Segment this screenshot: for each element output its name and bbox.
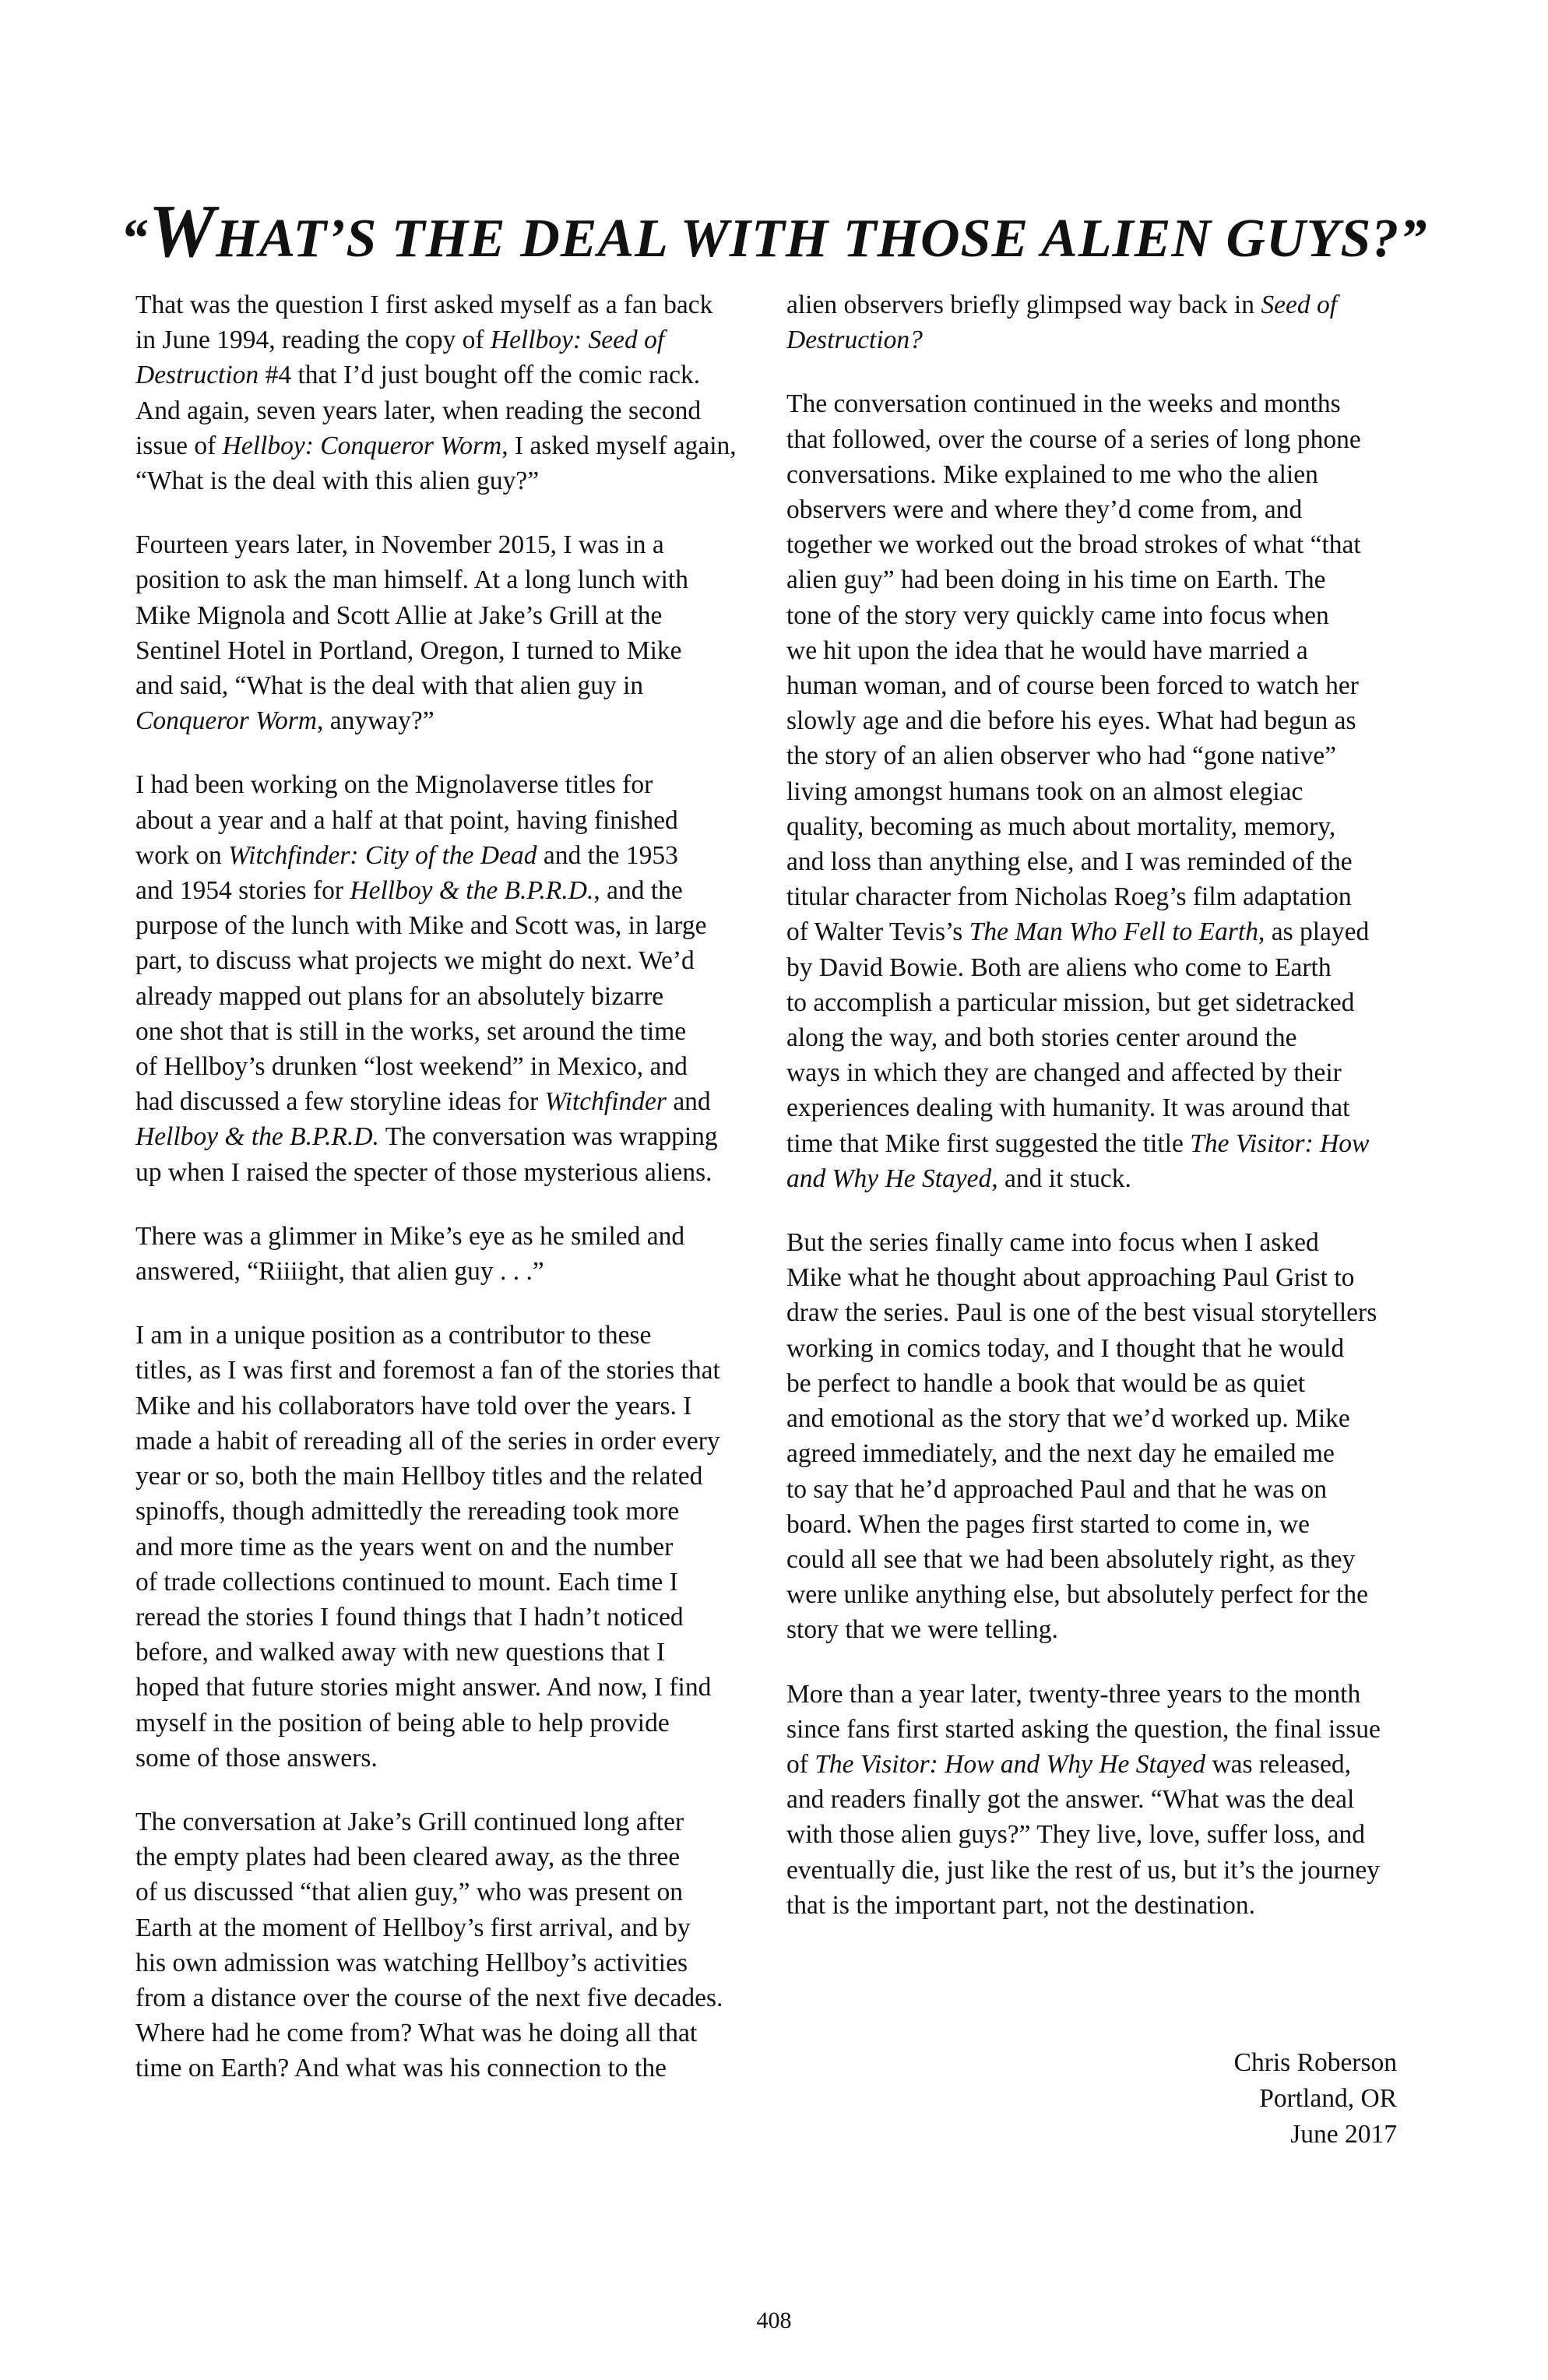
- paragraph: [135, 1804, 805, 2086]
- text-line: [786, 1331, 1456, 1366]
- text-run: be perfect to handle a book that would be as quiet: [786, 1368, 1306, 1398]
- text-run: Fourteen years later, in November 2015, I was in a: [135, 530, 664, 560]
- text-line: [786, 1817, 1456, 1852]
- text-line: [786, 1401, 1456, 1436]
- paragraph: [786, 287, 1456, 357]
- text-line: [786, 598, 1456, 633]
- italic-title-text: and Why He Stayed: [786, 1164, 992, 1193]
- signature-author: Chris Roberson: [1233, 2048, 1397, 2077]
- italic-title-text: The Visitor: How: [1190, 1128, 1370, 1158]
- italic-title-text: Witchfinder: [544, 1087, 667, 1117]
- text-run: alien observers briefly glimpsed way back in: [786, 290, 1261, 319]
- text-line: [135, 2051, 805, 2086]
- text-line: [135, 1840, 805, 1875]
- text-line: [786, 950, 1456, 985]
- text-line: [135, 838, 805, 873]
- paragraph: [786, 1677, 1456, 1923]
- text-line: [135, 1635, 805, 1670]
- text-line: [786, 287, 1456, 322]
- text-line: [135, 428, 805, 463]
- text-run: working in comics today, and I thought that he would: [786, 1333, 1345, 1363]
- text-line: [135, 393, 805, 428]
- text-line: [786, 1055, 1456, 1090]
- text-line: [135, 1219, 805, 1254]
- text-run: More than a year later, twenty-three years to the month: [786, 1679, 1361, 1709]
- text-run: already mapped out plans for an absolutely bizarre: [135, 981, 664, 1011]
- text-line: [135, 1741, 805, 1776]
- text-line: [135, 1804, 805, 1840]
- text-run: that is the important part, not the destination.: [786, 1890, 1255, 1920]
- italic-title-text: The Man Who Fell to Earth: [969, 917, 1258, 947]
- text-run: since fans first started asking the question, the final issue: [786, 1714, 1381, 1744]
- text-line: [786, 633, 1456, 668]
- text-run: human woman, and of course been forced to watch her: [786, 671, 1359, 701]
- text-run: But the series finally came into focus when I asked: [786, 1228, 1319, 1258]
- text-line: [135, 767, 805, 802]
- text-line: [135, 908, 805, 943]
- title-open-quote: “: [120, 208, 149, 269]
- italic-title-text: Conqueror Worm: [135, 706, 317, 736]
- text-run: with those alien guys?” They live, love, suffer loss, and: [786, 1820, 1366, 1850]
- text-line: [786, 457, 1456, 492]
- text-line: [135, 598, 805, 633]
- text-run: work on: [135, 840, 229, 870]
- text-line: [786, 1542, 1456, 1577]
- text-line: [135, 979, 805, 1014]
- text-run: position to ask the man himself. At a long lunch with: [135, 565, 688, 595]
- italic-title-text: Hellboy: Seed of: [490, 326, 665, 355]
- text-line: [786, 1577, 1456, 1612]
- text-run: agreed immediately, and the next day he emailed me: [786, 1439, 1335, 1469]
- text-run: answered, “Riiiight, that alien guy . . .”: [135, 1257, 544, 1287]
- text-run: #4 that I’d just bought off the comic rack.: [259, 361, 701, 390]
- signature-date: June 2017: [1290, 2120, 1397, 2149]
- left-column: [135, 287, 805, 2115]
- right-column: [786, 287, 1456, 1952]
- text-run: Where had he come from? What was he doing all that: [135, 2019, 698, 2048]
- text-run: Mike what he thought about approaching Paul Grist to: [786, 1263, 1355, 1293]
- paragraph: [135, 527, 805, 738]
- text-run: from a distance over the course of the next five decades.: [135, 1983, 723, 2012]
- text-line: [135, 1494, 805, 1529]
- text-run: observers were and where they’d come from, and: [786, 495, 1303, 525]
- text-line: [135, 1254, 805, 1289]
- text-run: titles, as I was first and foremost a fan of the stories that: [135, 1356, 720, 1385]
- text-run: together we worked out the broad strokes of what “that: [786, 530, 1361, 560]
- text-line: [135, 562, 805, 597]
- text-run: , and the: [593, 876, 683, 906]
- text-run: and said, “What is the deal with that alien guy in: [135, 671, 644, 701]
- italic-title-text: Destruction?: [786, 326, 923, 355]
- text-run: year or so, both the main Hellboy titles and the related: [135, 1462, 703, 1491]
- text-run: eventually die, just like the rest of us, but it’s the journey: [786, 1855, 1380, 1885]
- text-line: [786, 1225, 1456, 1260]
- signature-block: [1234, 2045, 1397, 2153]
- text-line: [135, 1706, 805, 1741]
- text-run: that followed, over the course of a series of long phone: [786, 424, 1361, 454]
- signature-location: Portland, OR: [1259, 2084, 1397, 2113]
- text-line: [786, 703, 1456, 738]
- text-run: of us discussed “that alien guy,” who was present on: [135, 1878, 684, 1907]
- text-run: experiences dealing with humanity. It was around that: [786, 1093, 1350, 1123]
- italic-title-text: Hellboy & the B.P.R.D.: [135, 1122, 379, 1152]
- text-run: , and it stuck.: [991, 1164, 1131, 1193]
- text-run: his own admission was watching Hellboy’s activities: [135, 1948, 688, 1977]
- text-line: [786, 879, 1456, 914]
- text-run: I am in a unique position as a contributor to these: [135, 1321, 652, 1350]
- title-text: HAT’S THE DEAL WITH THOSE ALIEN GUYS?: [216, 208, 1400, 269]
- text-line: [786, 1507, 1456, 1542]
- text-line: [786, 914, 1456, 949]
- text-run: the empty plates had been cleared away, as the three: [135, 1843, 681, 1872]
- text-line: [786, 1712, 1456, 1747]
- text-run: spinoffs, though admittedly the rereading took more: [135, 1497, 680, 1526]
- title-close-quote: ”: [1399, 208, 1428, 269]
- text-run: and emotional as the story that we’d worked up. Mike: [786, 1404, 1350, 1434]
- text-run: we hit upon the idea that he would have married a: [786, 635, 1308, 665]
- text-line: [135, 1875, 805, 1910]
- text-line: [135, 2016, 805, 2051]
- text-run: draw the series. Paul is one of the best visual storytellers: [786, 1298, 1377, 1328]
- text-run: That was the question I first asked myself as a fan back: [135, 290, 713, 319]
- text-line: [786, 774, 1456, 809]
- text-run: reread the stories I found things that I hadn’t noticed: [135, 1602, 684, 1632]
- title-initial-letter: W: [148, 188, 216, 273]
- text-run: to accomplish a particular mission, but get sidetracked: [786, 988, 1355, 1017]
- text-line: [786, 1612, 1456, 1647]
- text-run: along the way, and both stories center around the: [786, 1023, 1297, 1053]
- text-run: myself in the position of being able to help provide: [135, 1708, 670, 1737]
- text-line: [135, 1014, 805, 1049]
- text-run: had discussed a few storyline ideas for: [135, 1087, 545, 1117]
- text-run: ways in which they are changed and affected by their: [786, 1058, 1342, 1088]
- text-line: [135, 1945, 805, 1980]
- text-run: quality, becoming as much about mortality, memory,: [786, 812, 1336, 841]
- text-line: [135, 463, 805, 498]
- text-line: [135, 1600, 805, 1635]
- text-line: [135, 1424, 805, 1459]
- text-line: [135, 1459, 805, 1494]
- text-line: [786, 809, 1456, 844]
- text-run: And again, seven years later, when reading the second: [135, 396, 702, 425]
- text-run: I had been working on the Mignolaverse titles for: [135, 770, 653, 800]
- text-line: [786, 1853, 1456, 1888]
- text-run: conversations. Mike explained to me who the alien: [786, 459, 1318, 489]
- text-run: of: [786, 1749, 815, 1779]
- text-line: [786, 1677, 1456, 1712]
- text-run: and 1954 stories for: [135, 876, 350, 906]
- text-run: before, and walked away with new questions that I: [135, 1638, 666, 1667]
- text-line: [786, 386, 1456, 421]
- text-run: The conversation continued in the weeks and months: [786, 389, 1341, 419]
- text-line: [786, 1888, 1456, 1923]
- text-line: [135, 1910, 805, 1945]
- text-line: [135, 1670, 805, 1705]
- text-run: made a habit of rereading all of the series in order every: [135, 1426, 720, 1456]
- text-line: [786, 985, 1456, 1020]
- text-line: [786, 527, 1456, 562]
- text-line: [135, 1353, 805, 1388]
- text-line: [135, 1084, 805, 1119]
- text-run: board. When the pages first started to come in, we: [786, 1509, 1310, 1539]
- text-run: and the 1953: [537, 840, 678, 870]
- text-line: [786, 1782, 1456, 1817]
- text-run: the story of an alien observer who had “gone native”: [786, 741, 1337, 771]
- text-line: [786, 844, 1456, 879]
- text-line: [786, 422, 1456, 457]
- text-line: [135, 943, 805, 978]
- text-line: [135, 803, 805, 838]
- text-run: The conversation was wrapping: [378, 1122, 718, 1152]
- text-line: [786, 1436, 1456, 1471]
- text-line: [786, 738, 1456, 773]
- text-run: in June 1994, reading the copy of: [135, 326, 491, 355]
- text-run: and more time as the years went on and the number: [135, 1532, 674, 1561]
- italic-title-text: Hellboy: Conqueror Worm: [222, 431, 502, 460]
- text-line: [135, 668, 805, 703]
- text-run: tone of the story very quickly came into focus when: [786, 600, 1329, 630]
- paragraph: [135, 767, 805, 1189]
- text-run: part, to discuss what projects we might do next. We’d: [135, 946, 695, 976]
- text-run: and readers finally got the answer. “What was the deal: [786, 1785, 1355, 1815]
- page-number: 408: [756, 2308, 792, 2333]
- italic-title-text: Witchfinder: City of the Dead: [228, 840, 537, 870]
- text-line: [786, 668, 1456, 703]
- text-line: [135, 357, 805, 393]
- italic-title-text: Destruction: [135, 361, 259, 390]
- text-run: time that Mike first suggested the title: [786, 1128, 1191, 1158]
- text-run: , as played: [1258, 917, 1370, 947]
- text-run: , anyway?”: [316, 706, 434, 736]
- text-run: issue of: [135, 431, 223, 460]
- text-line: [135, 1389, 805, 1424]
- text-run: slowly age and die before his eyes. What had begun as: [786, 706, 1356, 736]
- text-line: [135, 527, 805, 562]
- text-line: [135, 322, 805, 357]
- text-run: was released,: [1205, 1749, 1352, 1779]
- text-line: [786, 1366, 1456, 1401]
- text-run: and loss than anything else, and I was reminded of the: [786, 847, 1353, 877]
- text-line: [135, 1119, 805, 1154]
- text-line: [135, 873, 805, 908]
- text-run: and: [666, 1087, 711, 1117]
- text-line: [135, 633, 805, 668]
- text-line: [786, 492, 1456, 527]
- text-line: [786, 1260, 1456, 1295]
- paragraph: [135, 1219, 805, 1289]
- text-run: were unlike anything else, but absolutely perfect for the: [786, 1580, 1368, 1610]
- text-line: [135, 287, 805, 322]
- text-run: , I asked myself again,: [501, 431, 737, 460]
- text-line: [786, 1126, 1456, 1161]
- text-line: [135, 1318, 805, 1353]
- text-run: Sentinel Hotel in Portland, Oregon, I turned to Mike: [135, 635, 682, 665]
- text-line: [135, 1565, 805, 1600]
- text-line: [786, 1161, 1456, 1196]
- text-run: hoped that future stories might answer. And now, I find: [135, 1673, 712, 1702]
- text-run: The conversation at Jake’s Grill continued long after: [135, 1807, 684, 1836]
- text-run: purpose of the lunch with Mike and Scott was, in large: [135, 911, 707, 941]
- text-run: Earth at the moment of Hellboy’s first arrival, and by: [135, 1913, 691, 1942]
- italic-title-text: Hellboy & the B.P.R.D.: [350, 876, 594, 906]
- text-run: of trade collections continued to mount. Each time I: [135, 1567, 678, 1597]
- text-run: of Walter Tevis’s: [786, 917, 969, 947]
- text-line: [135, 1530, 805, 1565]
- text-run: about a year and a half at that point, having finished: [135, 805, 678, 835]
- text-run: up when I raised the specter of those mysterious aliens.: [135, 1157, 712, 1187]
- italic-title-text: Seed of: [1261, 290, 1338, 319]
- text-run: alien guy” had been doing in his time on Earth. The: [786, 565, 1326, 595]
- text-run: could all see that we had been absolutely right, as they: [786, 1544, 1356, 1574]
- text-line: [786, 1295, 1456, 1330]
- text-line: [135, 1980, 805, 2016]
- text-line: [786, 1020, 1456, 1055]
- paragraph: [135, 287, 805, 498]
- text-line: [786, 1090, 1456, 1125]
- text-line: [786, 1747, 1456, 1782]
- text-line: [135, 703, 805, 738]
- text-run: Mike and his collaborators have told over the years. I: [135, 1391, 692, 1421]
- text-run: story that we were telling.: [786, 1615, 1058, 1645]
- italic-title-text: The Visitor: How and Why He Stayed: [814, 1749, 1206, 1779]
- text-run: “What is the deal with this alien guy?”: [135, 466, 540, 496]
- text-run: one shot that is still in the works, set around the time: [135, 1016, 687, 1046]
- text-line: [786, 562, 1456, 597]
- page-title: [0, 188, 1548, 273]
- paragraph: [786, 1225, 1456, 1647]
- text-line: [786, 1472, 1456, 1507]
- text-run: to say that he’d approached Paul and that he was on: [786, 1474, 1327, 1504]
- text-run: titular character from Nicholas Roeg’s film adaptation: [786, 882, 1352, 912]
- text-run: time on Earth? And what was his connection to the: [135, 2054, 667, 2083]
- text-run: by David Bowie. Both are aliens who come to Earth: [786, 952, 1332, 982]
- text-line: [786, 322, 1456, 357]
- text-run: some of those answers.: [135, 1743, 378, 1773]
- text-run: of Hellboy’s drunken “lost weekend” in Mexico, and: [135, 1052, 688, 1082]
- text-run: living amongst humans took on an almost elegiac: [786, 776, 1303, 806]
- text-run: There was a glimmer in Mike’s eye as he smiled and: [135, 1221, 685, 1251]
- text-line: [135, 1155, 805, 1190]
- paragraph: [786, 386, 1456, 1196]
- text-run: Mike Mignola and Scott Allie at Jake’s Grill at the: [135, 600, 663, 630]
- paragraph: [135, 1318, 805, 1776]
- text-line: [135, 1049, 805, 1084]
